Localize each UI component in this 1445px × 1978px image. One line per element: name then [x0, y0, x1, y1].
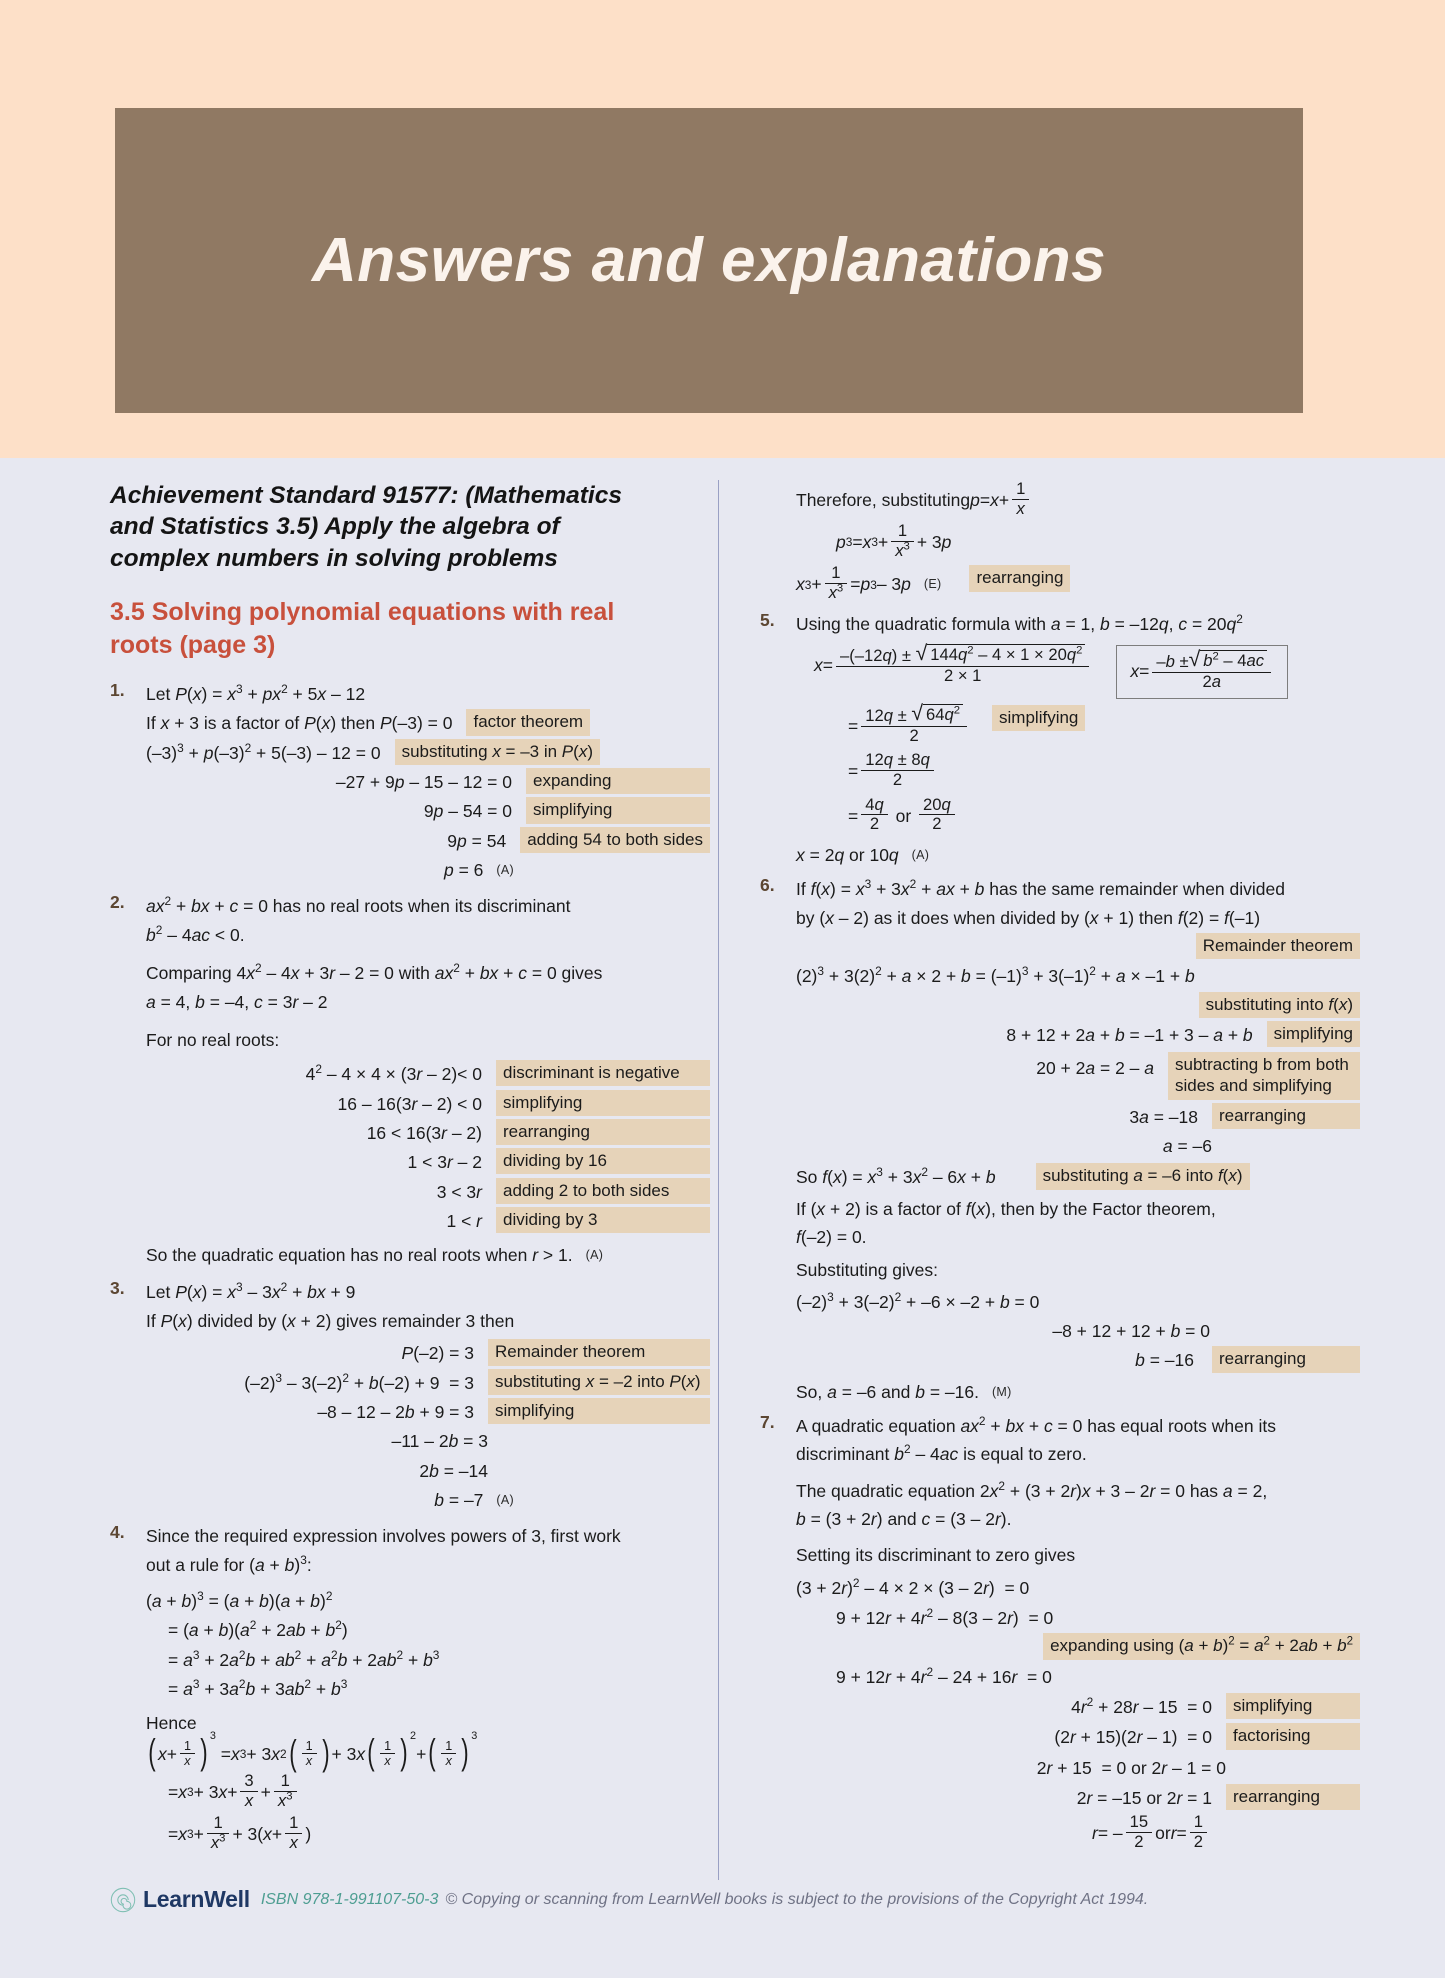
annotation-tag: substituting into f(x)	[1199, 992, 1360, 1018]
question-2	[110, 891, 710, 1270]
q7-line-1: A quadratic equation $ax^2$ + bx + c = 0 has equal roots when its discriminant $b^2 - 4ac$ is equal to zero.	[796, 1414, 1276, 1465]
q6-line-9: Substituting gives:	[796, 1260, 939, 1281]
q5-line-1: Using the quadratic formula with a = 1, b = –12q, $c = 20q^2$	[796, 611, 1243, 634]
question-4	[110, 1521, 710, 1854]
annotation-tag: Remainder theorem	[488, 1339, 710, 1365]
q5-line-3: = 12q ± √ $64q^2$ 2 simplifying	[796, 705, 1360, 746]
annotation-tag: simplifying	[488, 1398, 710, 1424]
q6-line-8: If (x + 2) is a factor of f(x), then by the Factor theorem, f(–2) = 0.	[796, 1198, 1216, 1247]
question-number: 1.	[110, 680, 125, 701]
q2-line-4: $4^2 - 4 \times 4 \times (3r - 2)< 0$ discriminant is negative	[146, 1060, 710, 1088]
question-number: 3.	[110, 1277, 125, 1298]
annotation-tag: dividing by 3	[496, 1207, 710, 1233]
section-heading: 3.5 Solving polynomial equations with real roots (page 3)	[110, 598, 615, 659]
q7-line-2: The quadratic equation $2x^2 + (3 + 2r)x + 3 - 2r = 0$ has a = 2, b = (3 + 2r) and c = (3 – 2r).	[796, 1478, 1268, 1530]
q1-line-2: If x + 3 is a factor of P(x) then P(–3) = 0 factor theorem	[146, 709, 710, 737]
q2-line-5: 16 – 16(3r – 2) < 0 simplifying	[146, 1090, 710, 1118]
annotation-tag: rearranging	[1212, 1103, 1360, 1129]
annotation-tag: subtracting b from both sides and simplifying	[1168, 1052, 1360, 1100]
q2-line-1: $ax^2$ + bx + c = 0 has no real roots when its discriminant $b^2 - 4ac < 0$.	[146, 894, 571, 945]
q3-line-6: –11 – 2b = 3	[391, 1431, 488, 1452]
q1-line-5: 9p – 54 = 0 simplifying	[146, 797, 710, 825]
annotation-tag: adding 2 to both sides	[496, 1178, 710, 1204]
q2-line-9: 1 < r dividing by 3	[146, 1207, 710, 1235]
grade-badge: (E)	[923, 577, 942, 592]
q5-line-5: = 4q 2 or 20q 2	[796, 797, 1360, 835]
isbn-text: ISBN 978-1-991107-50-3	[260, 1890, 439, 1908]
q3-line-2: If P(x) divided by (x + 2) gives remainder 3 then	[146, 1310, 515, 1331]
annotation-tag: substituting x = –3 in P(x)	[395, 739, 600, 765]
copyright-text: © Copying or scanning from LearnWell books is subject to the provisions of the Copyright Act 1994.	[445, 1890, 1149, 1908]
q3-line-7: 2b = –14	[419, 1460, 488, 1481]
q7-line-5-tag	[796, 1633, 1360, 1659]
q5-line-4: = 12q ± 8q 2	[796, 752, 1360, 790]
annotation-tag: substituting a = –6 into f(x)	[1036, 1163, 1250, 1189]
question-number: 6.	[760, 875, 775, 896]
q7-line-9: 2r + 15 = 0 or 2r – 1 = 0	[1036, 1757, 1226, 1778]
q4-line-7: ( x + 1 x ) $^3$ = x 3 + 3 x 2 ( 1 x ) + 3 x ( 1 x ) $^2$ + ( 1 x ) $^3$	[148, 1729, 478, 1774]
q6-line-6: a = –6	[1162, 1135, 1212, 1156]
q6-line-7: So $f(x) = x^3 + 3x^2 - 6x + b$ substituting a = –6 into f(x)	[796, 1163, 1360, 1191]
grade-badge: (A)	[496, 1493, 514, 1508]
title-banner	[115, 108, 1303, 413]
annotation-tag: dividing by 16	[496, 1148, 710, 1174]
annotation-tag: simplifying	[526, 797, 710, 823]
q6-line-2-tag	[796, 992, 1360, 1018]
question-number-spacer	[760, 480, 796, 605]
grade-badge: (M)	[991, 1384, 1012, 1399]
q7-line-10: 2r = –15 or 2r = 1 rearranging	[796, 1784, 1360, 1812]
q3-line-1: Let $P(x) = x^3 - 3x^2$ + bx + 9	[146, 1279, 356, 1302]
annotation-tag: substituting x = –2 into P(x)	[488, 1369, 710, 1395]
q3-line-8: b = –7 (A)	[434, 1490, 514, 1511]
q6-line-4: 20 + 2a = 2 – a subtracting b from both sides and simplifying	[796, 1052, 1360, 1100]
question-number: 4.	[110, 1522, 125, 1543]
q4c-line-2: p 3 = x 3 + 1 $x^3$ + 3 p	[836, 521, 952, 560]
annotation-tag: expanding	[526, 768, 710, 794]
quadratic-formula-box: x = –b ± √ $b^2 - 4ac$ 2a	[1116, 645, 1288, 699]
q7-line-7: $4r^2 + 28r - 15 = 0$ simplifying	[796, 1693, 1360, 1721]
grade-badge: (A)	[585, 1248, 604, 1263]
annotation-tag: Remainder theorem	[1196, 933, 1360, 959]
annotation-tag: factorising	[1226, 1723, 1360, 1749]
q7-line-6: $9 + 12r + 4r^2 - 24 + 16r = 0$	[836, 1664, 1052, 1687]
question-1	[110, 679, 710, 885]
q4-line-1: Since the required expression involves powers of 3, first work out a rule for $(a + b)^3$:	[146, 1526, 621, 1575]
annotation-tag: rearranging	[969, 565, 1070, 591]
q1-line-1: Let $P(x) = x^3 + px^2 + 5x - 12$	[146, 682, 366, 705]
q2-line-2: Comparing $4x^2 - 4x + 3r - 2 = 0$ with $ax^2$ + bx + c = 0 gives a = 4, b = –4, c = 3r – 2	[146, 961, 603, 1012]
achievement-standard-heading: Achievement Standard 91577: (Mathematics and Statistics 3.5) Apply the algebra of complex numbers in solving problems	[110, 482, 622, 572]
question-number: 7.	[760, 1412, 775, 1433]
annotation-tag: simplifying	[992, 705, 1085, 731]
page-footer	[110, 1886, 1340, 1913]
right-column	[760, 480, 1360, 1857]
column-divider	[718, 480, 719, 1880]
q6-line-1-tag	[796, 933, 1360, 959]
q6-line-5: 3a = –18 rearranging	[796, 1103, 1360, 1131]
q6-line-13: So, a = –6 and b = –16. (M)	[796, 1381, 1012, 1402]
q7-line-11: r = – 15 2 or r = 1 2	[796, 1814, 1360, 1852]
q5-line-6: x = 2q or 10q (A)	[796, 844, 930, 865]
q4-line-2: $(a + b)^3 = (a + b)(a + b)^2$	[146, 1589, 333, 1612]
q1-line-4: –27 + 9p – 15 – 12 = 0 expanding	[146, 768, 710, 796]
q6-line-1: If $f(x) = x^3 + 3x^2$ + ax + b has the same remainder when divided by (x – 2) as it does when divided by (x + 1) then f(2) = f(–1)	[796, 877, 1285, 928]
question-4-continued	[760, 480, 1360, 605]
content-sheet	[0, 458, 1445, 1978]
annotation-tag: expanding using $(a + b)^2 = a^2 + 2ab + b^2$	[1043, 1633, 1360, 1659]
q5-line-2: x = –(–12q) ± √ $144q^2 - 4 \times 1 \times 20q^2$ 2 × 1 x = –b ± √ $b^2 - 4ac$ 2a	[796, 645, 1360, 699]
q2-line-7: 1 < 3r – 2 dividing by 16	[146, 1148, 710, 1176]
grade-badge: (A)	[496, 863, 514, 878]
q4-line-3: = $(a + b)(a^2 + 2ab + b^2)$	[168, 1618, 348, 1641]
annotation-tag: rearranging	[1212, 1346, 1360, 1372]
q7-line-3: Setting its discriminant to zero gives	[796, 1545, 1076, 1566]
question-3	[110, 1277, 710, 1516]
top-peach-band	[0, 0, 1445, 458]
q2-line-3: For no real roots:	[146, 1029, 280, 1050]
q2-line-10: So the quadratic equation has no real roots when r > 1. (A)	[146, 1245, 604, 1266]
q6-line-10: $(-2)^3 + 3(-2)^2 + -6 \times -2 + b = 0$	[796, 1289, 1040, 1312]
q1-line-7: p = 6 (A)	[444, 860, 514, 881]
q2-line-8: 3 < 3r adding 2 to both sides	[146, 1178, 710, 1206]
question-number: 2.	[110, 892, 125, 913]
brand-name: LearnWell	[143, 1886, 250, 1912]
annotation-tag: rearranging	[1226, 1784, 1360, 1810]
q6-line-12: b = –16 rearranging	[796, 1346, 1360, 1374]
annotation-tag: simplifying	[1226, 1693, 1360, 1719]
annotation-tag: factor theorem	[466, 709, 590, 735]
q1-line-6: 9p = 54 adding 54 to both sides	[146, 827, 710, 855]
q3-line-5: –8 – 12 – 2b + 9 = 3 simplifying	[146, 1398, 710, 1426]
q4-line-4: = $a^3 + 2a^2b + ab^2 + a^2b + 2ab^2 + b^3$	[168, 1647, 440, 1670]
q6-line-11: –8 + 12 + 12 + b = 0	[1052, 1321, 1210, 1341]
annotation-tag: simplifying	[1267, 1021, 1360, 1047]
left-column	[110, 480, 710, 1857]
page-title: Answers and explanations	[311, 226, 1107, 295]
question-5	[760, 609, 1360, 871]
q4c-line-1: Therefore, substituting p = x + 1 x	[796, 481, 1360, 519]
q4c-line-3: x 3 + 1 $x^3$ = p 3 – 3 p (E) rearranging	[796, 565, 1360, 603]
grade-badge: (A)	[911, 847, 930, 862]
question-6	[760, 874, 1360, 1407]
annotation-tag: rearranging	[496, 1119, 710, 1145]
q3-line-4: $(-2)^3 - 3(-2)^2 + b(-2) + 9 = 3$ substituting x = –2 into P(x)	[146, 1369, 710, 1397]
q4-line-8: = x 3 + 3 x + 3 x + 1 $x^3$	[146, 1773, 710, 1811]
q7-line-8: (2r + 15)(2r – 1) = 0 factorising	[796, 1723, 1360, 1751]
learnwell-spiral-logo	[110, 1887, 136, 1913]
q6-line-3: 8 + 12 + 2a + b = –1 + 3 – a + b simplifying	[796, 1021, 1360, 1049]
q1-line-3: $(-3)^3 + p(-3)^2 + 5(-3) - 12 = 0$ substituting x = –3 in P(x)	[146, 739, 710, 767]
q2-line-6: 16 < 16(3r – 2) rearranging	[146, 1119, 710, 1147]
question-number: 5.	[760, 609, 775, 630]
q3-line-3: P(–2) = 3 Remainder theorem	[146, 1339, 710, 1367]
q7-line-4: $(3 + 2r)^2 - 4 \times 2 \times (3 - 2r) = 0$	[796, 1575, 1030, 1598]
q6-line-2: $(2)^3 + 3(2)^2 + a \times 2 + b = (-1)^3 + 3(-1)^2 + a \times -1 + b$	[796, 964, 1195, 987]
question-7	[760, 1411, 1360, 1854]
q7-line-5: $9 + 12r + 4r^2 - 8(3 - 2r) = 0$	[836, 1606, 1054, 1629]
q4-line-6: Hence	[146, 1713, 197, 1734]
annotation-tag: adding 54 to both sides	[520, 827, 710, 853]
annotation-tag: discriminant is negative	[496, 1060, 710, 1086]
q4-line-9: = x 3 + 1 $x^3$ + 3( x + 1 x )	[168, 1813, 312, 1852]
annotation-tag: simplifying	[496, 1090, 710, 1116]
q4-line-5: = $a^3 + 3a^2b + 3ab^2 + b^3$	[168, 1677, 348, 1700]
